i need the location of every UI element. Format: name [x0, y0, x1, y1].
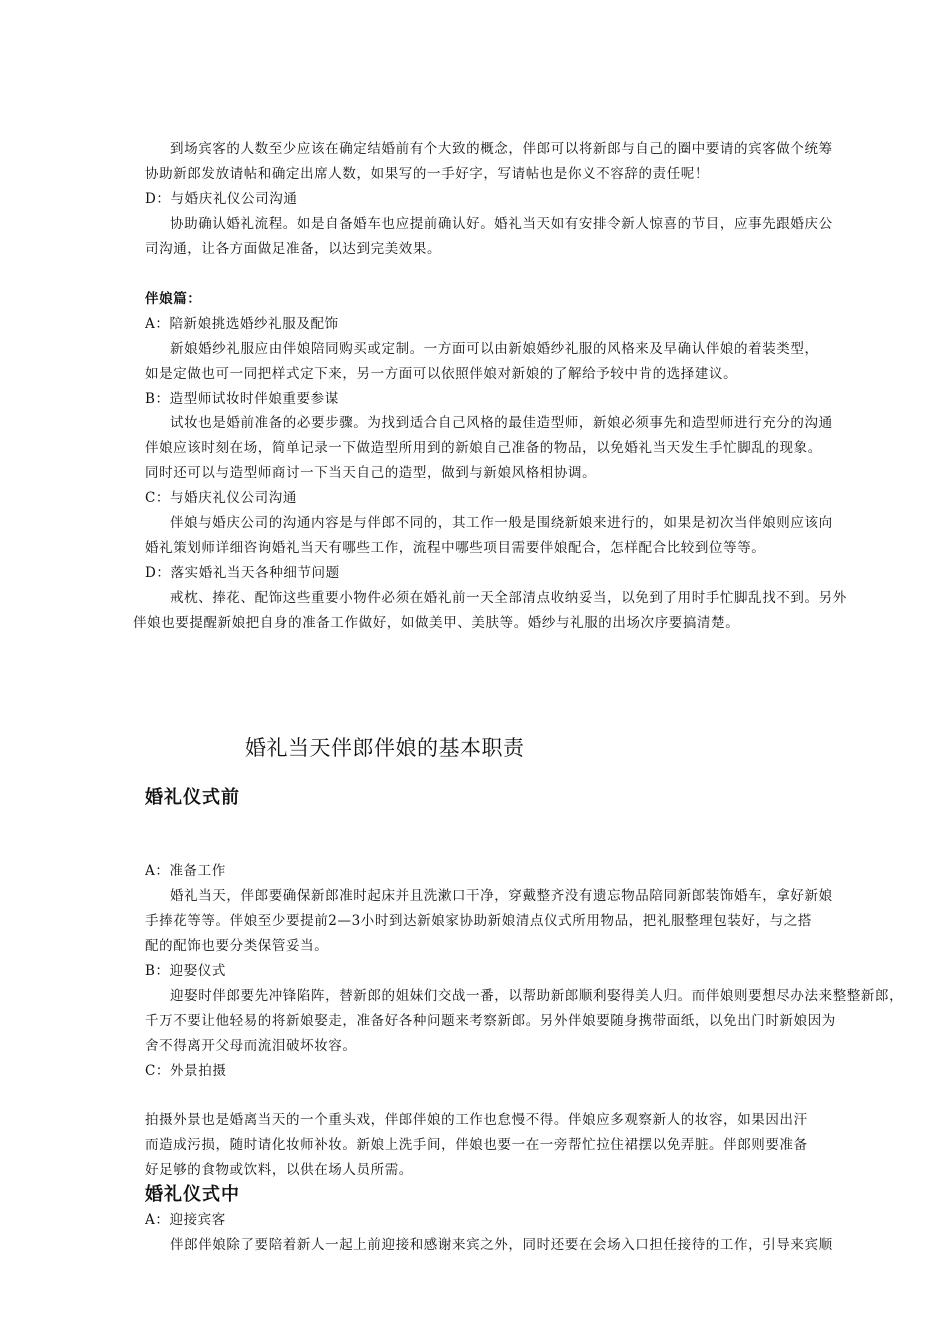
- paragraph-line: 伴郎伴娘除了要陪着新人一起上前迎接和感谢来宾之外，同时还要在会场入口担任接待的工作，引导来宾顺: [170, 1237, 833, 1253]
- paragraph-line: 迎娶时伴郎要先冲锋陷阵，替新郎的姐妹们交战一番，以帮助新郎顺利娶得美人归。而伴娘则要想尽办法来整整新郎，: [170, 988, 904, 1004]
- list-item-heading: A：准备工作: [145, 863, 226, 879]
- paragraph-line: 伴娘应该时刻在场，简单记录一下做造型所用到的新娘自己准备的物品，以免婚礼当天发生手忙脚乱的现象。: [145, 440, 822, 456]
- paragraph-line: 如是定做也可一同把样式定下来，另一方面可以依照伴娘对新娘的了解给予较中肯的选择建议。: [145, 366, 738, 382]
- paragraph-line: 舍不得离开父母而流泪破坏妆容。: [145, 1038, 357, 1054]
- paragraph-line: 同时还可以与造型师商讨一下当天自己的造型，做到与新娘风格相协调。: [145, 465, 597, 481]
- paragraph-line: 配的配饰也要分类保管妥当。: [145, 938, 329, 954]
- section-heading: 婚礼仪式前: [145, 787, 240, 808]
- paragraph-line: 司沟通，让各方面做足准备，以达到完美效果。: [145, 241, 442, 257]
- paragraph-line: 好足够的食物或饮料，以供在场人员所需。: [145, 1162, 413, 1178]
- paragraph-line: 手捧花等等。伴娘至少要提前2—3小时到达新娘家协助新娘清点仪式所用物品，把礼服整理包装好，与之搭: [145, 913, 812, 929]
- paragraph-line: 拍摄外景也是婚离当天的一个重头戏，伴郎伴娘的工作也怠慢不得。伴娘应多观察新人的妆容，如果因出汗: [145, 1112, 808, 1128]
- section-heading: 婚礼仪式中: [145, 1184, 240, 1205]
- paragraph-line: 协助新郎发放请帖和确定出席人数，如果写的一手好字，写请帖也是你义不容辞的责任呢！: [145, 166, 709, 182]
- list-item-heading: C：与婚庆礼仪公司沟通: [145, 490, 297, 506]
- list-item-heading: A：迎接宾客: [145, 1212, 226, 1228]
- paragraph-line: 婚礼当天，伴郎要确保新郎准时起床并且洗漱口干净，穿戴整齐没有遗忘物品陪同新郎装饰婚车，拿好新娘: [170, 888, 833, 904]
- section-heading: 伴娘篇：: [145, 291, 202, 307]
- list-item-heading: B：迎娶仪式: [145, 963, 227, 979]
- paragraph-line: 戒枕、捧花、配饰这些重要小物件必须在婚礼前一天全部清点收纳妥当，以免到了用时手忙脚乱找不到。另外: [170, 590, 847, 606]
- paragraph-line: 婚礼策划师详细咨询婚礼当天有哪些工作，流程中哪些项目需要伴娘配合，怎样配合比较到位等等。: [145, 540, 766, 556]
- paragraph-line: 到场宾客的人数至少应该在确定结婚前有个大致的概念，伴郎可以将新郎与自己的圈中要请的宾客做个统筹: [170, 141, 833, 157]
- list-item-heading: C：外景拍摄: [145, 1063, 227, 1079]
- paragraph-line: 试妆也是婚前准备的必要步骤。为找到适合自己风格的最佳造型师，新娘必须事先和造型师进行充分的沟通: [170, 415, 833, 431]
- paragraph-line: 千万不要让他轻易的将新娘娶走，准备好各种问题来考察新郎。另外伴娘要随身携带面纸，以免出门时新娘因为: [145, 1013, 836, 1029]
- page-title: 婚礼当天伴郎伴娘的基本职责: [245, 736, 525, 760]
- list-item-heading: D：落实婚礼当天各种细节问题: [145, 565, 340, 581]
- paragraph-line: 协助确认婚礼流程。如是自备婚车也应提前确认好。婚礼当天如有安排令新人惊喜的节目，应事先跟婚庆公: [170, 216, 833, 232]
- paragraph-line: 伴娘与婚庆公司的沟通内容是与伴郎不同的，其工作一般是围绕新娘来进行的，如果是初次当伴娘则应该向: [170, 515, 833, 531]
- list-item-heading: A：陪新娘挑选婚纱礼服及配饰: [145, 316, 339, 332]
- list-item-heading: B：造型师试妆时伴娘重要参谋: [145, 391, 339, 407]
- paragraph-line: 而造成污损，随时请化妆师补妆。新娘上洗手间，伴娘也要一在一旁帮忙拉住裙摆以免弄脏。伴郎则要准备: [145, 1137, 808, 1153]
- list-item-heading: D：与婚庆礼仪公司沟通: [145, 191, 298, 207]
- paragraph-line: 伴娘也要提醒新娘把自身的准备工作做好，如做美甲、美肤等。婚纱与礼服的出场次序要搞清楚。: [133, 615, 740, 631]
- paragraph-line: 新娘婚纱礼服应由伴娘陪同购买或定制。一方面可以由新娘婚纱礼服的风格来及早确认伴娘的着装类型，: [170, 341, 819, 357]
